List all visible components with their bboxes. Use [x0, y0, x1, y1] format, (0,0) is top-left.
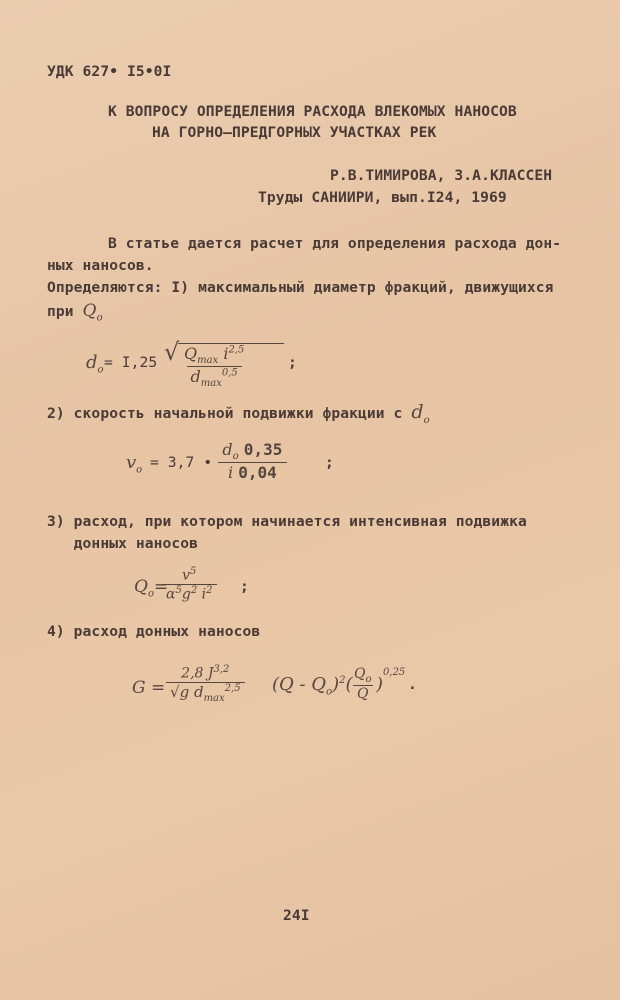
formula1-fraction: $Q_{max}$ $i^{2,5}$ $d_{max}^{0,5}$: [184, 344, 245, 390]
intro-line-1: В статье дается расчет для определения расхода дон-: [108, 235, 562, 252]
formula4-exponent: )$^{0,25}$: [376, 667, 406, 695]
item1-symbol: $Q_o$: [82, 301, 103, 324]
title-line-2: НА ГОРНО–ПРЕДГОРНЫХ УЧАСТКАХ РЕК: [152, 124, 437, 141]
item2-text: 2) скорость начальной подвижки фракции с $d_o$: [47, 401, 430, 426]
formula2-coefficient: = 3,7 •: [150, 454, 213, 471]
formula4-fraction: 2,8 J$^{3,2}$ √g $d_{max}^{2,5}$: [166, 664, 245, 704]
authors: Р.В.ТИМИРОВА, З.А.КЛАССЕН: [330, 167, 553, 184]
formula1-end: ;: [288, 354, 297, 371]
formula2-end: ;: [325, 454, 334, 471]
item3-line-2: донных наносов: [47, 535, 199, 552]
formula4-difference: $(Q - Q_o)^2$(: [272, 674, 353, 698]
item4-text: 4) расход донных наносов: [47, 623, 261, 640]
formula3-lhs: $Q_o=$: [134, 577, 169, 600]
formula1-radical-sign: √: [164, 338, 180, 366]
title-line-1: К ВОПРОСУ ОПРЕДЕЛЕНИЯ РАСХОДА ВЛЕКОМЫХ НАНОСОВ: [108, 103, 517, 120]
formula4-lhs: G =: [132, 678, 166, 698]
formula1-coefficient: = I,25: [104, 354, 158, 371]
item1-line-2: [47, 302, 103, 327]
formula2-lhs: $v_o$: [126, 452, 143, 476]
page-number: 24I: [283, 907, 310, 924]
formula3-end: ;: [240, 578, 249, 595]
item1-text: при: [47, 303, 83, 320]
source-citation: Труды САНИИРИ, вып.I24, 1969: [258, 189, 507, 206]
item3-line-1: 3) расход, при котором начинается интенсивная подвижка: [47, 513, 527, 530]
formula1-lhs: $d_o$: [86, 352, 104, 376]
formula2-fraction: $\frac{d_o 0,35}{i 0,04}$: [218, 440, 287, 482]
item1-line-1: Определяются: I) максимальный диаметр фракций, движущихся: [47, 279, 554, 296]
item2-symbol: $d_o$: [411, 401, 430, 426]
formula3-fraction: $\frac{v^5}{\alpha^5g^2 i^2}$: [162, 566, 217, 602]
formula4-end: .: [408, 676, 417, 693]
intro-line-2: ных наносов.: [47, 257, 154, 274]
udc-code: УДК 627• I5•0I: [47, 63, 172, 80]
formula4-ratio: $\frac{Q_o}{Q}$: [354, 666, 372, 702]
